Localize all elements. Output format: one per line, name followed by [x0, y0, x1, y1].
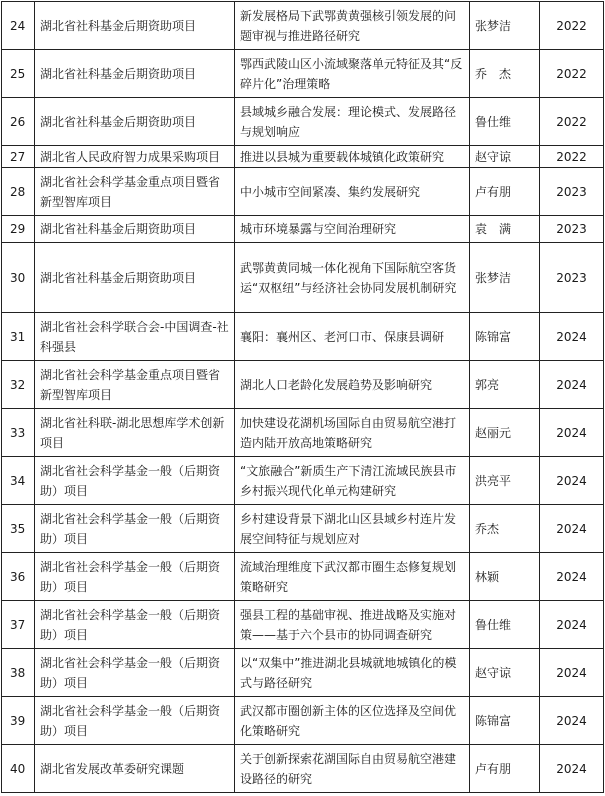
project-year: 2024 — [540, 601, 604, 649]
project-title: 流域治理维度下武汉都市圈生态修复规划策略研究 — [235, 553, 470, 601]
project-source: 湖北省社会科学基金一般（后期资助）项目 — [35, 697, 235, 745]
row-number: 34 — [2, 457, 35, 505]
project-title: 加快建设花湖机场国际自由贸易航空港打造内陆开放高地策略研究 — [235, 409, 470, 457]
projects-table — [1, 1, 604, 793]
project-year: 2022 — [540, 50, 604, 98]
principal-investigator: 鲁仕维 — [470, 601, 540, 649]
row-number: 36 — [2, 553, 35, 601]
row-number: 40 — [2, 745, 35, 793]
principal-investigator: 卢有朋 — [470, 745, 540, 793]
project-source: 湖北省社科基金后期资助项目 — [35, 98, 235, 146]
table-row — [2, 553, 604, 601]
principal-investigator: 赵守谅 — [470, 146, 540, 168]
project-title: 武汉都市圈创新主体的区位选择及空间优化策略研究 — [235, 697, 470, 745]
project-source: 湖北省社会科学基金一般（后期资助）项目 — [35, 649, 235, 697]
row-number: 37 — [2, 601, 35, 649]
project-source: 湖北省社会科学基金一般（后期资助）项目 — [35, 505, 235, 553]
table-row — [2, 457, 604, 505]
row-number: 25 — [2, 50, 35, 98]
project-title: 县域城乡融合发展：理论模式、发展路径与规划响应 — [235, 98, 470, 146]
table-row — [2, 697, 604, 745]
row-number: 32 — [2, 361, 35, 409]
project-source: 湖北省社会科学基金重点项目暨省新型智库项目 — [35, 168, 235, 216]
row-number: 33 — [2, 409, 35, 457]
project-year: 2024 — [540, 745, 604, 793]
table-row — [2, 601, 604, 649]
principal-investigator: 张梦洁 — [470, 2, 540, 50]
principal-investigator: 张梦洁 — [470, 243, 540, 313]
project-year: 2024 — [540, 457, 604, 505]
row-number: 31 — [2, 313, 35, 361]
project-source: 湖北省社会科学基金重点项目暨省新型智库项目 — [35, 361, 235, 409]
project-title: 中小城市空间紧凑、集约发展研究 — [235, 168, 470, 216]
project-title: “文旅融合”新质生产下清江流域民族县市乡村振兴现代化单元构建研究 — [235, 457, 470, 505]
project-title: 襄阳：襄州区、老河口市、保康县调研 — [235, 313, 470, 361]
project-year: 2024 — [540, 697, 604, 745]
principal-investigator: 洪亮平 — [470, 457, 540, 505]
row-number: 28 — [2, 168, 35, 216]
project-source: 湖北省社科基金后期资助项目 — [35, 2, 235, 50]
project-title: 武鄂黄黄同城一体化视角下国际航空客货运“双枢纽”与经济社会协同发展机制研究 — [235, 243, 470, 313]
project-year: 2023 — [540, 216, 604, 243]
project-title: 强县工程的基础审视、推进战略及实施对策——基于六个县市的协同调查研究 — [235, 601, 470, 649]
row-number: 39 — [2, 697, 35, 745]
project-year: 2024 — [540, 313, 604, 361]
project-source: 湖北省发展改革委研究课题 — [35, 745, 235, 793]
project-year: 2022 — [540, 146, 604, 168]
table-row — [2, 409, 604, 457]
project-year: 2024 — [540, 409, 604, 457]
row-number: 35 — [2, 505, 35, 553]
project-title: 城市环境暴露与空间治理研究 — [235, 216, 470, 243]
project-title: 湖北人口老龄化发展趋势及影响研究 — [235, 361, 470, 409]
table-row — [2, 168, 604, 216]
principal-investigator: 郭亮 — [470, 361, 540, 409]
principal-investigator: 卢有朋 — [470, 168, 540, 216]
table-row — [2, 98, 604, 146]
table-row — [2, 146, 604, 168]
principal-investigator: 袁 满 — [470, 216, 540, 243]
principal-investigator: 林颖 — [470, 553, 540, 601]
project-year: 2023 — [540, 243, 604, 313]
project-title: 乡村建设背景下湖北山区县域乡村连片发展空间特征与规划应对 — [235, 505, 470, 553]
row-number: 24 — [2, 2, 35, 50]
project-source: 湖北省社科基金后期资助项目 — [35, 50, 235, 98]
project-source: 湖北省社科基金后期资助项目 — [35, 243, 235, 313]
row-number: 27 — [2, 146, 35, 168]
row-number: 30 — [2, 243, 35, 313]
project-title: 新发展格局下武鄂黄黄强核引领发展的问题审视与推进路径研究 — [235, 2, 470, 50]
table-row — [2, 313, 604, 361]
table-row — [2, 216, 604, 243]
project-title: 鄂西武陵山区小流域聚落单元特征及其“反碎片化”治理策略 — [235, 50, 470, 98]
table-row — [2, 649, 604, 697]
project-source: 湖北省社科基金后期资助项目 — [35, 216, 235, 243]
project-year: 2024 — [540, 553, 604, 601]
project-year: 2022 — [540, 2, 604, 50]
project-source: 湖北省社会科学基金一般（后期资助）项目 — [35, 601, 235, 649]
row-number: 26 — [2, 98, 35, 146]
project-title: 推进以县城为重要载体城镇化政策研究 — [235, 146, 470, 168]
table-row — [2, 2, 604, 50]
principal-investigator: 陈锦富 — [470, 697, 540, 745]
principal-investigator: 陈锦富 — [470, 313, 540, 361]
table-row — [2, 745, 604, 793]
principal-investigator: 乔杰 — [470, 505, 540, 553]
principal-investigator: 鲁仕维 — [470, 98, 540, 146]
project-source: 湖北省社会科学联合会-中国调查-社科强县 — [35, 313, 235, 361]
row-number: 38 — [2, 649, 35, 697]
principal-investigator: 乔 杰 — [470, 50, 540, 98]
project-source: 湖北省人民政府智力成果采购项目 — [35, 146, 235, 168]
project-source: 湖北省社科联-湖北思想库学术创新项目 — [35, 409, 235, 457]
table-row — [2, 243, 604, 313]
table-row — [2, 50, 604, 98]
principal-investigator: 赵丽元 — [470, 409, 540, 457]
principal-investigator: 赵守谅 — [470, 649, 540, 697]
project-source: 湖北省社会科学基金一般（后期资助）项目 — [35, 457, 235, 505]
table-row — [2, 505, 604, 553]
row-number: 29 — [2, 216, 35, 243]
project-year: 2024 — [540, 361, 604, 409]
project-year: 2024 — [540, 649, 604, 697]
project-year: 2024 — [540, 505, 604, 553]
project-year: 2022 — [540, 98, 604, 146]
table-row — [2, 361, 604, 409]
project-title: 关于创新探索花湖国际自由贸易航空港建设路径的研究 — [235, 745, 470, 793]
project-source: 湖北省社会科学基金一般（后期资助）项目 — [35, 553, 235, 601]
project-year: 2023 — [540, 168, 604, 216]
projects-table-body — [2, 2, 604, 793]
project-title: 以“双集中”推进湖北县城就地城镇化的模式与路径研究 — [235, 649, 470, 697]
